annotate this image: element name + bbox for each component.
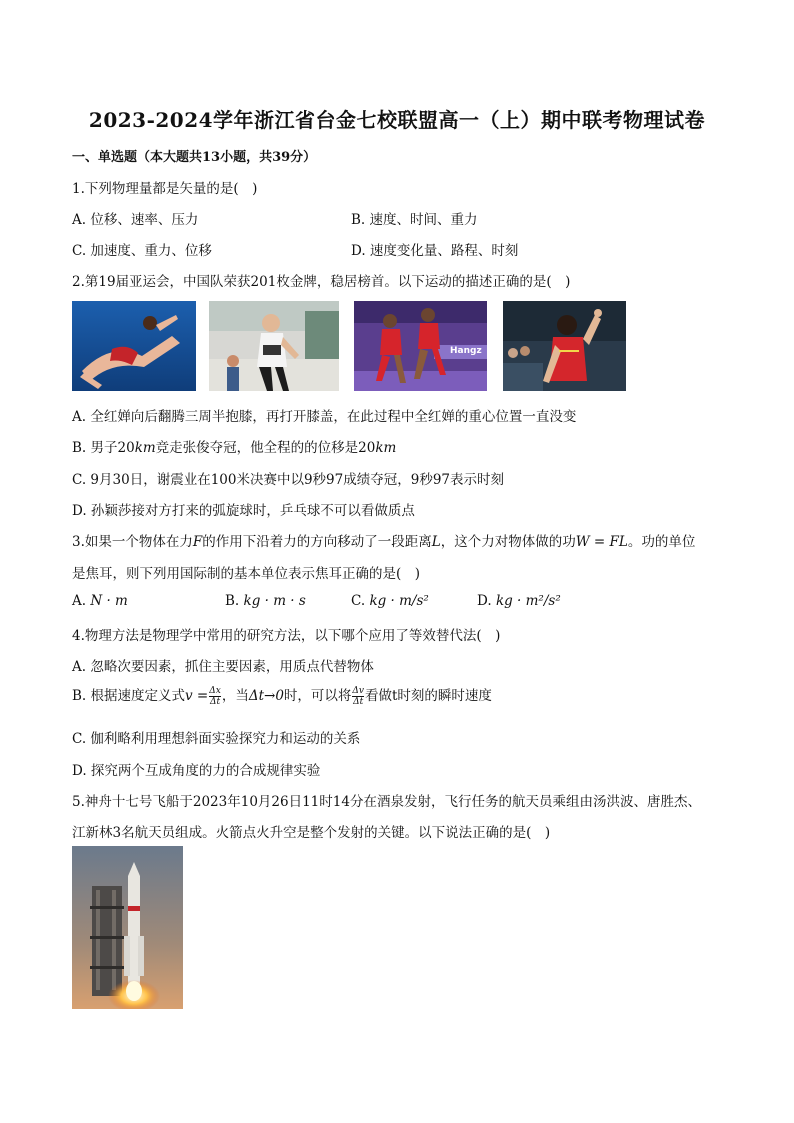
q3-text-3: ，这个力对物体做的功 [440,534,576,550]
q3-text-4: 。功的单位 [627,534,696,550]
q4-option-b-end: 看做t时刻的瞬时速度 [365,688,492,704]
q3-option-a [72,593,128,609]
q4-fraction-dx-dt [209,686,221,707]
q2-option-c: C. 9月30日，谢震业在100米决赛中以9秒97成绩夺冠，9秒97表示时刻 [72,472,504,488]
q2-option-b-unit-km-2: km [375,440,397,456]
q3-var-l: L [431,534,441,550]
q3-var-f: F [192,534,203,550]
q4-fraction-dv-dt [352,686,364,707]
q3-option-d [477,593,561,609]
q3-text-2: 的作用下沿着力的方向移动了一段距离 [202,534,432,550]
q3-option-c-math: kg · m/s² [369,593,429,609]
q3-option-b-label: B. [225,593,244,609]
q5-stem-line1: 5.神舟十七号飞船于2023年10月26日11时14分在酒泉发射，飞行任务的航天员乘组由汤洪波、唐胜杰、 [72,794,701,810]
q5-stem-line2: 江新林3名航天员组成。火箭点火升空是整个发射的关键。以下说法正确的是( ) [72,825,551,841]
q3-stem-line1 [72,530,695,550]
q4-fraction2-denominator: Δt [353,697,364,707]
section-heading: 一、单选题（本大题共13小题，共39分） [72,150,317,165]
q2-option-b-unit-km: km [134,440,156,456]
q1-stem: 1.下列物理量都是矢量的是( ) [72,181,258,197]
q3-option-d-math: kg · m²/s² [495,593,561,609]
q2-option-b-middle: 竞走张俊夺冠，他全程的的位移是20 [155,440,376,456]
q2-stem: 2.第19届亚运会，中国队荣获201枚金牌，稳居榜首。以下运动的描述正确的是( ) [72,274,571,290]
q2-option-b-prefix: B. 男子20 [72,440,135,456]
q4-velocity-symbol: v = [185,688,209,704]
table-tennis-player-photo [503,301,626,391]
q4-fraction2-numerator: Δv [352,686,364,696]
q1-option-a: A. 位移、速率、压力 [72,212,199,228]
q3-stem-line2: 是焦耳，则下列用国际制的基本单位表示焦耳正确的是( ) [72,566,421,582]
q4-fraction-denominator: Δt [209,697,221,707]
race-walker-photo [209,301,339,391]
q1-option-d: D. 速度变化量、路程、时刻 [351,243,519,259]
q2-option-d: D. 孙颖莎接对方打来的弧旋球时，乒乓球不可以看做质点 [72,503,415,519]
q3-option-d-label: D. [477,593,496,609]
q4-limit-expression: Δt→0 [248,688,284,704]
q4-stem: 4.物理方法是物理学中常用的研究方法，以下哪个应用了等效替代法( ) [72,628,501,644]
q3-option-b-math: kg · m · s [243,593,306,609]
diver-photo [72,301,196,391]
q4-option-c: C. 伽利略利用理想斜面实验探究力和运动的关系 [72,731,361,747]
q3-option-a-label: A. [72,593,91,609]
q4-option-b-prefix: B. 根据速度定义式 [72,688,186,704]
q2-option-b [72,436,396,456]
q3-option-c [351,593,429,609]
sprinters-photo [354,301,487,391]
q4-fraction-numerator: Δx [209,686,221,696]
q1-option-c: C. 加速度、重力、位移 [72,243,212,259]
q4-option-b-text-2: 时，可以将 [283,688,352,704]
rocket-launch-photo [72,846,183,1009]
q4-option-b [72,684,492,707]
q1-option-b: B. 速度、时间、重力 [351,212,478,228]
q4-option-a: A. 忽略次要因素，抓住主要因素，用质点代替物体 [72,659,374,675]
q3-equation: W = FL [575,534,628,550]
q2-option-a: A. 全红婵向后翻腾三周半抱膝，再打开膝盖，在此过程中全红婵的重心位置一直没变 [72,409,577,425]
exam-title: 2023-2024学年浙江省台金七校联盟高一（上）期中联考物理试卷 [88,108,706,132]
stadium-banner-text: Hangz [450,346,482,356]
q4-option-d: D. 探究两个互成角度的力的合成规律实验 [72,763,321,779]
q3-text-1: 3.如果一个物体在力 [72,534,193,550]
q3-option-a-math: N · m [90,593,128,609]
q4-option-b-text-1: ，当 [221,688,249,704]
q3-option-c-label: C. [351,593,370,609]
q3-option-b [225,593,306,609]
